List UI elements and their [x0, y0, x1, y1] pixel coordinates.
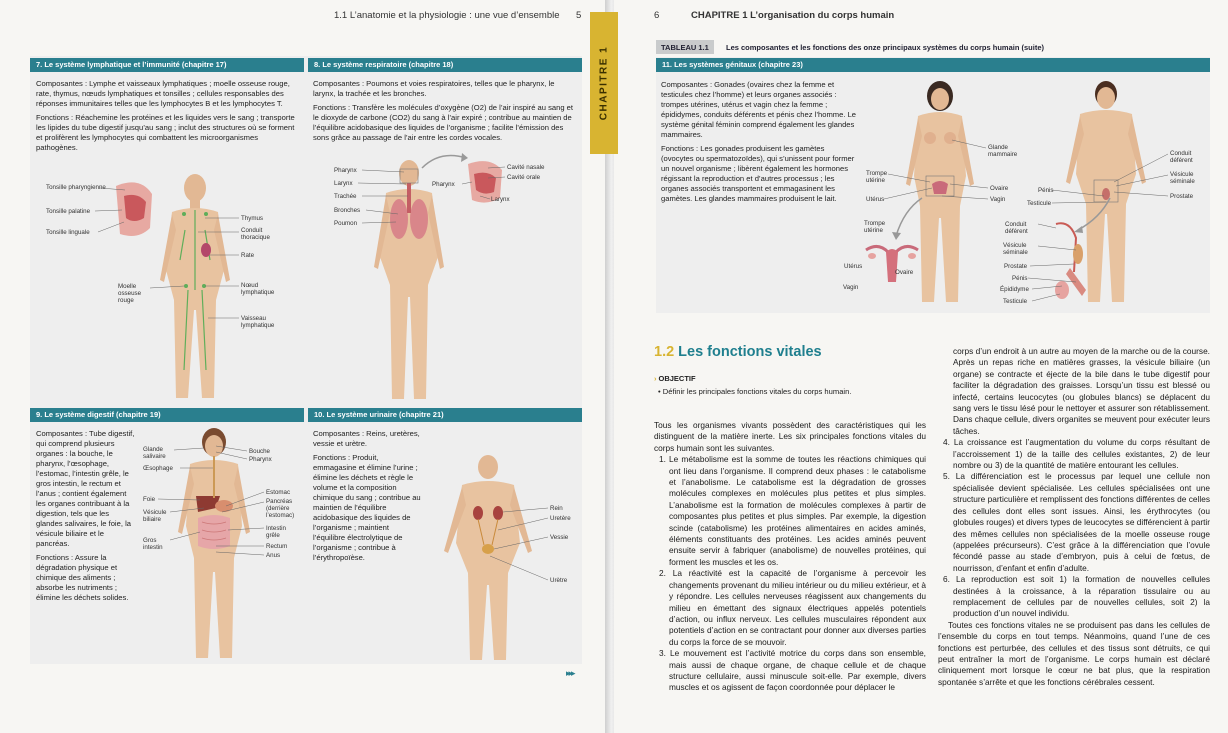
page-number: 6 — [654, 10, 660, 21]
label-penis: Pénis — [1038, 187, 1054, 194]
label-cavite-nasale: Cavité nasale — [507, 164, 545, 171]
label-uterus: Utérus — [866, 196, 885, 203]
paragraph: Tous les organismes vivants possèdent des caractéristiques qui les distinguent de la matière inerte. Les six principales fonctions vitales du corps humain sont les suivantes. — [654, 420, 926, 453]
fonctions-text: Fonctions : Les gonades produisent les gamètes (ovocytes ou spermatozoïdes), qui s’unissent pour former un nouvel organisme ; libèrent également les hormones régissant la reproduction et d’autres processus ; les organes associés transportent et emmagasinent les gamètes. Les glandes mammaires produisent le lait. — [661, 144, 855, 203]
label-bouche: Bouche — [249, 448, 270, 455]
list-item: 5. La différenciation est le processus par lequel une cellule non spécialisée devient spécialisée. Les cellules spécialisées ont une structure particulière et remplissent des fonctions différentes de celles des cellules dont elles sont issues. Ainsi, les érythrocytes (ou globules rouges) et divers types de leucocytes se différencient à partir des mêmes cellules non spécialisées de la moelle osseuse rouge (appelées précurseurs). C’est grâce à la différenciation que l’ovule fécondé passe au stade d’embryon, puis à celui de fœtus, de nourrisson, d’enfant et enfin d’adulte. — [943, 471, 1210, 573]
left-page — [0, 0, 611, 733]
label-foie: Foie — [143, 496, 156, 503]
label-anus: Anus — [266, 552, 281, 559]
label-vaisseau-lymphatique: Vaisseau lymphatique — [241, 315, 275, 329]
fonctions-text: Fonctions : Transfère les molécules d’oxygène (O2) de l’air inspiré au sang et le dioxyde de carbone (CO2) du sang à l’air expiré ; contribue au maintien de l’équilibre acidobasique des liquides de l’organisme ; facilite l’émission des sons grâce au passage de l’air entre les cordes vocales. — [313, 103, 574, 142]
label-glande-salivaire: Glande salivaire — [143, 446, 166, 460]
label-moelle-osseuse: Moelle osseuse rouge — [118, 283, 142, 304]
label-ovaire-inset: Ovaire — [895, 269, 914, 276]
label-rate: Rate — [241, 252, 255, 259]
section-title: 1.2 Les fonctions vitales — [654, 344, 822, 360]
label-conduit-deferent: Conduit déférent — [1170, 150, 1193, 164]
label-conduit-thoracique: Conduit thoracique — [241, 227, 270, 241]
label-rein: Rein — [550, 505, 563, 512]
list-item: 1. Le métabolisme est la somme de toutes les réactions chimiques qui ont lieu dans l’organisme. Il comprend deux phases : le catabolisme et l’anabolisme. Le catabolisme est la dégradation de grosses molécules complexes en molécules plus petites et plus simples. L’anabolisme est la formation de molécules complexes à partir de composantes plus petites et plus simples. Par exemple, la digestion scinde (catabolisme) les protéines alimentaires en acides aminés, éléments constituants des protéines. Les acides aminés peuvent ensuite servir à fabriquer (anabolisme) de nouvelles protéines, qui forment les muscles et les os. — [659, 454, 926, 567]
label-vesicule-seminale: Vésicule séminale — [1170, 171, 1195, 185]
label-trachee: Trachée — [334, 193, 357, 200]
panel-title-digestive: 9. Le système digestif (chapitre 19) — [30, 408, 304, 422]
paragraph: Toutes ces fonctions vitales ne se produisent pas dans les cellules de l’ensemble du corps en tout temps. Néanmoins, quand l’une de ces fonctions est perturbée, des cellules et des tissus sont détruits, ce qui peut entraîner la mort de l’organisme. Le corps humain est déclaré cliniquement mort lorsque le cœur ne bat plus, que la respiration spontanée s’arrête et que les fonctions cérébrales cessent. — [938, 619, 1210, 687]
label-vessie: Vessie — [550, 534, 569, 541]
right-page — [614, 0, 1228, 733]
label-vagin-inset: Vagin — [843, 284, 859, 291]
label-estomac: Estomac — [266, 489, 291, 496]
label-uretere: Uretère — [550, 515, 571, 522]
panel-title-urinary: 10. Le système urinaire (chapitre 21) — [308, 408, 582, 422]
text-column-2 — [938, 346, 1210, 688]
fonctions-text: Fonctions : Réachemine les protéines et les liquides vers le sang ; transporte les lipides du tube digestif jusqu’au sang ; inclut des structures où se forment et prolifèrent les lymphocytes qui combattent les microorganismes pathogènes. — [36, 113, 295, 152]
list-item: 6. La reproduction est soit 1) la formation de nouvelles cellules destinées à la croissance, à la réparation tissulaire ou au remplacement de cellules par de nouvelles cellules, soit 2) la production d’un nouvel individu. — [943, 574, 1210, 619]
label-trompe-uterine-inset: Trompe utérine — [864, 220, 886, 234]
label-vesicule-seminale-inset: Vésicule séminale — [1003, 242, 1028, 256]
label-pharynx-inset: Pharynx — [432, 181, 455, 188]
label-oesophage: Œsophage — [143, 465, 173, 472]
label-glande-mammaire: Glande mammaire — [988, 144, 1018, 158]
label-testicule-inset: Testicule — [1003, 298, 1028, 305]
label-cavite-orale: Cavité orale — [507, 174, 541, 181]
list-item: 3. Le mouvement est l’activité motrice du corps dans son ensemble, mais aussi de chaque organe, de chaque cellule et de chaque structure cellulaire, aussi minuscule soit-elle. Par exemple, divers muscles et os agissent de façon coordonnée pour déplacer le — [659, 648, 926, 693]
composantes-text: Composantes : Gonades (ovaires chez la femme et testicules chez l’homme) et leurs organes associés : trompes utérines, utérus et vagin chez la femme ; épididymes, conduits déférents et pénis chez l’homme. Le système génital féminin comprend également les glandes mammaires. — [661, 80, 857, 139]
label-pharynx-digestif: Pharynx — [249, 456, 272, 463]
label-epididyme: Épididyme — [1000, 286, 1029, 293]
fonctions-text: Fonctions : Produit, emmagasine et élimine l’urine ; élimine les déchets et règle le volume et la composition chimique du sang ; contribue au maintien de l’équilibre acidobasique des liquides de l’organisme ; maintient l’équilibre électrolytique de l’organisme ; contribue à l’érythropoïèse. — [313, 453, 421, 562]
composantes-text: Composantes : Lymphe et vaisseaux lymphatiques ; moelle osseuse rouge, rate, thymus, nœuds lymphatiques et tonsilles ; cellules responsables des réponses immunitaires telles que les lymphocytes B et les lymphocytes T. — [36, 79, 290, 108]
table-caption: TABLEAU 1.1 — [656, 40, 714, 54]
label-larynx-inset: Larynx — [491, 196, 510, 203]
composantes-text: Composantes : Tube digestif, qui comprend plusieurs organes : la bouche, le pharynx, l’œsophage, l’estomac, l’intestin grêle, le gros intestin, le rectum et l’anus ; contient également les organes contribuant à la digestion, tels que les glandes salivaires, le foie, la vésicule biliaire et le pancréas. — [36, 429, 135, 548]
label-ovaire: Ovaire — [990, 185, 1009, 192]
panel-title-lymphatic: 7. Le système lymphatique et l’immunité (chapitre 17) — [30, 58, 304, 72]
table-title: Les composantes et les fonctions des onze principaux systèmes du corps humain (suite) — [726, 43, 1044, 52]
label-tonsille-palatine: Tonsille palatine — [46, 208, 91, 215]
label-bronches: Bronches — [334, 207, 361, 214]
list-item: 4. La croissance est l’augmentation du volume du corps résultant de l’accroissement 1) de la taille des cellules existantes, 2) de leur nombre ou 3) de la quantité de matière entourant les cellules. — [943, 437, 1210, 471]
page-number: 5 — [576, 10, 582, 21]
panel-title-genital: 11. Les systèmes génitaux (chapitre 23) — [656, 58, 1210, 72]
label-noeud-lymphatique: Nœud lymphatique — [241, 282, 275, 296]
label-vagin: Vagin — [990, 196, 1006, 203]
fonctions-text: Fonctions : Assure la dégradation physique et chimique des aliments ; absorbe les nutriments ; élimine les déchets solides. — [36, 553, 129, 602]
continue-marker: ▸▸▸ — [566, 668, 574, 678]
label-poumon: Poumon — [334, 220, 358, 227]
text-column-1 — [654, 420, 926, 694]
composantes-text: Composantes : Reins, uretères, vessie et urètre. — [313, 429, 420, 448]
running-header: 1.1 L’anatomie et la physiologie : une vue d’ensemble — [334, 10, 560, 21]
label-thymus: Thymus — [241, 215, 264, 222]
label-trompe-uterine: Trompe utérine — [866, 170, 888, 184]
objective-text: • Définir les principales fonctions vitales du corps humain. — [658, 387, 852, 396]
label-larynx: Larynx — [334, 180, 353, 187]
label-conduit-deferent-inset: Conduit déférent — [1005, 221, 1028, 235]
label-uretre: Urètre — [550, 577, 568, 584]
panel-title-respiratory: 8. Le système respiratoire (chapitre 18) — [308, 58, 582, 72]
label-pancreas: Pancréas (derrière l’estomac) — [266, 498, 295, 519]
label-prostate: Prostate — [1170, 193, 1194, 200]
label-prostate-inset: Prostate — [1004, 263, 1028, 270]
running-header: CHAPITRE 1 L’organisation du corps humain — [691, 10, 895, 21]
label-vesicule-biliaire: Vésicule biliaire — [143, 509, 167, 523]
label-gros-intestin: Gros intestin — [143, 537, 163, 551]
label-pharynx: Pharynx — [334, 167, 357, 174]
label-penis-inset: Pénis — [1012, 275, 1028, 282]
leader-lines-urinary — [0, 0, 611, 733]
label-rectum: Rectum — [266, 543, 288, 550]
label-testicule: Testicule — [1027, 200, 1052, 207]
list-item: 2. La réactivité est la capacité de l’organisme à percevoir les changements provenant du milieu intérieur ou du milieu extérieur, et à y répondre. Les cellules nerveuses réagissent aux changements du milieu en émettant des signaux électriques appelés potentiels d’action, ou influx nerveux. Les cellules musculaires répondent aux potentiels d’action en se contractant pour donner aux diverses parties du corps la force de se mouvoir. — [659, 568, 926, 647]
chapter-tab: CHAPITRE 1 — [590, 12, 618, 154]
label-uterus-inset: Utérus — [844, 263, 863, 270]
paragraph: corps d’un endroit à un autre au moyen de la marche ou de la course. Après un repas riche en matières grasses, la vésicule biliaire (un organe) se contracte et éjecte de la bile dans le tube digestif pour faciliter la dégradation des graisses. Lorsqu’un tissu est blessé ou infecté, certains leucocytes (ou globules blancs) se déplacent du sang vers le tissu lésé pour le nettoyer et assurer son rétablissement. Dans chaque cellule, divers organites se meuvent pour exécuter leurs tâches. — [953, 346, 1210, 436]
label-tonsille-pharyngienne: Tonsille pharyngienne — [46, 184, 106, 191]
label-tonsille-linguale: Tonsille linguale — [46, 229, 90, 236]
objective-heading: › OBJECTIF — [654, 374, 696, 383]
label-intestin-grele: Intestin grêle — [266, 525, 286, 539]
composantes-text: Composantes : Poumons et voies respiratoires, telles que le pharynx, le larynx, la trachée et les bronches. — [313, 79, 555, 98]
